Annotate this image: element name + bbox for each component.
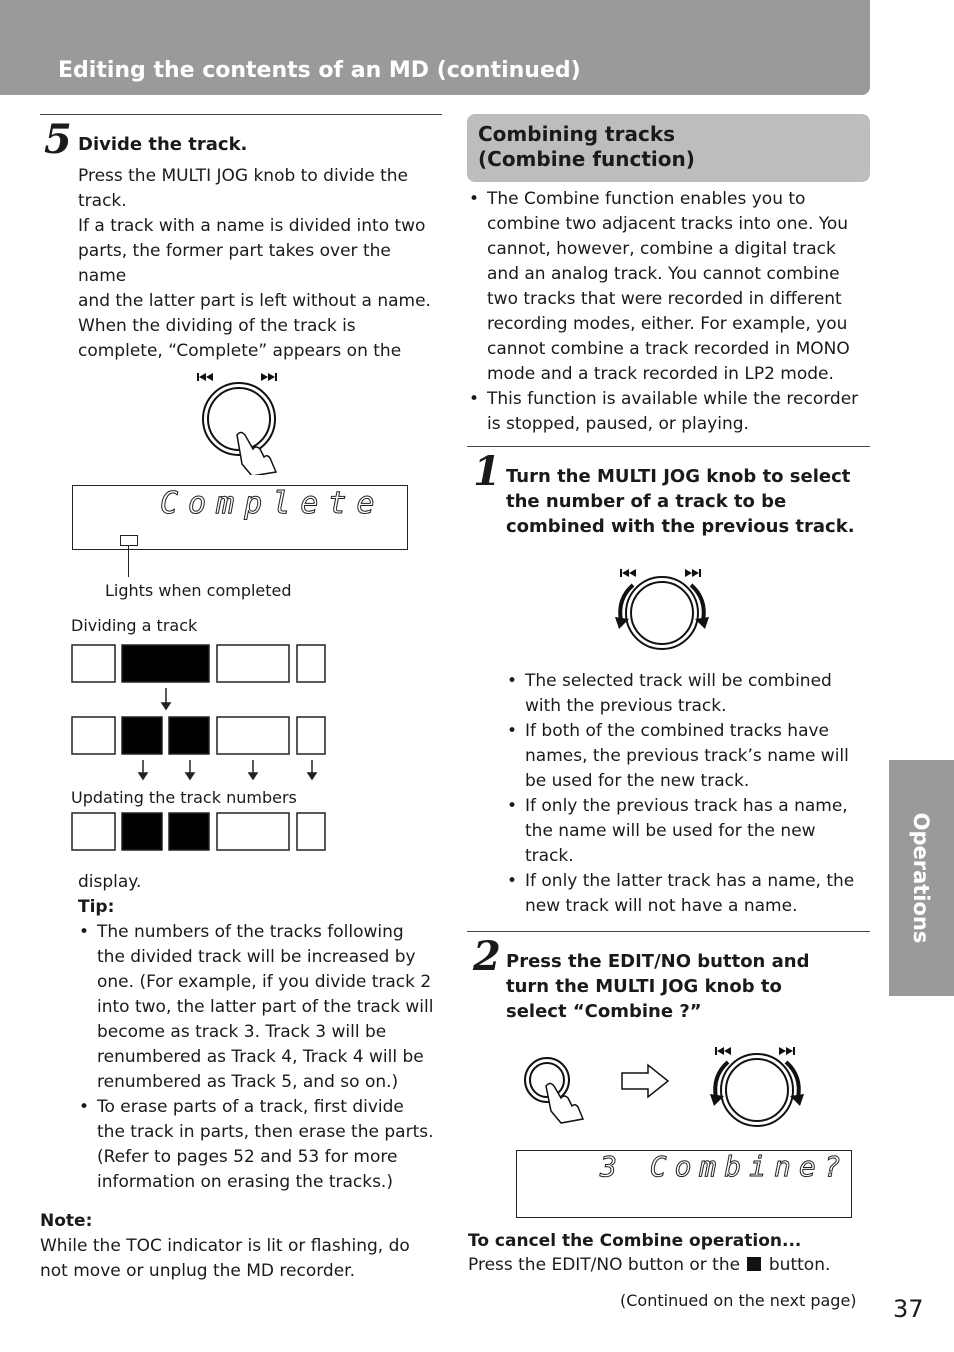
intro-list	[468, 187, 863, 437]
track-block-selected	[122, 645, 209, 682]
down-arrow	[162, 688, 170, 709]
page-number: 37	[893, 1295, 924, 1323]
intro-item: • The Combine function enables you to combine two adjacent tracks into one. You cannot, however, combine a digital track and an analog track. You cannot combine two tracks that were recorded in different recording modes, either. For example, you cannot combine a track recorded in MONO mode and a track recorded in LP2 mode.	[468, 187, 863, 387]
step5-continuation: display.	[78, 872, 142, 892]
track-block-divided	[122, 813, 162, 850]
track-block	[217, 813, 289, 850]
track-block-divided	[122, 717, 162, 754]
right-arrow-icon	[622, 1065, 668, 1097]
step1-item: • If only the previous track has a name, the name will be used for the new track.	[506, 794, 856, 869]
track-block	[217, 717, 289, 754]
renumber-arrows	[139, 760, 316, 779]
step5-title: Divide the track.	[78, 134, 248, 155]
skip-forward-icon	[261, 373, 277, 381]
note-label: Note:	[40, 1211, 93, 1231]
skip-back-icon	[197, 373, 213, 381]
track-block	[297, 717, 325, 754]
track-block	[217, 645, 289, 682]
skip-back-icon	[620, 569, 636, 577]
step5-line: If a track with a name is divided into two	[78, 216, 426, 236]
note-text: While the TOC indicator is lit or flashing, do not move or unplug the MD recorder.	[40, 1236, 410, 1281]
side-tab-label: Operations	[909, 812, 933, 944]
tip-label: Tip:	[78, 897, 115, 917]
track-block	[72, 813, 115, 850]
stop-icon	[747, 1257, 761, 1271]
dividing-track-diagram	[70, 643, 330, 853]
toc-indicator	[120, 535, 138, 546]
section-title-line: (Combine function)	[478, 147, 695, 171]
step5-line: When the dividing of the track is	[78, 316, 356, 336]
track-block-divided	[169, 717, 209, 754]
step5-line: complete, “Complete” appears on the	[78, 341, 402, 361]
track-block	[72, 645, 115, 682]
skip-back-icon	[715, 1047, 731, 1055]
track-block	[72, 717, 115, 754]
step5-line: and the latter part is left without a name.	[78, 291, 431, 311]
tip-list	[78, 920, 436, 1195]
intro-item: • This function is available while the recorder is stopped, paused, or playing.	[468, 387, 863, 437]
step2-number: 2	[473, 933, 501, 980]
indicator-leader-line	[128, 545, 129, 577]
divider	[467, 446, 870, 447]
step5-number: 5	[44, 116, 72, 163]
step1-item: • The selected track will be combined with the previous track.	[506, 669, 856, 719]
step1-title: Turn the MULTI JOG knob to select the number of a track to be combined with the previous track.	[506, 466, 855, 537]
continued-note: (Continued on the next page)	[620, 1291, 857, 1310]
multi-jog-press-illustration	[185, 365, 295, 475]
cancel-text	[468, 1253, 830, 1278]
page-title: Editing the contents of an MD (continued)	[58, 58, 581, 83]
multi-jog-turn-illustration	[605, 563, 720, 658]
track-block	[297, 813, 325, 850]
step5-body	[78, 164, 443, 364]
track-block-divided	[169, 813, 209, 850]
lights-caption: Lights when completed	[105, 581, 292, 600]
skip-forward-icon	[685, 569, 701, 577]
tip-item: • To erase parts of a track, first divide the track in parts, then erase the parts. (Refer to pages 52 and 53 for more information on erasing the tracks.)	[78, 1095, 436, 1195]
section-title	[478, 122, 695, 172]
lcd-complete-text: Complete	[160, 486, 385, 521]
step2-title: Press the EDIT/NO button and turn the MULTI JOG knob to select “Combine ?”	[506, 951, 810, 1022]
skip-forward-icon	[779, 1047, 795, 1055]
step5-line: parts, the former part takes over the name	[78, 241, 391, 286]
tip-item: • The numbers of the tracks following the divided track will be increased by one. (For example, if you divide track 2 into two, the latter part of the track will become as track 3. Track 3 will be renumbered as Track 4, Track 4 will be renumbered as Track 5, and so on.)	[78, 920, 436, 1095]
lcd-combine-text: 3 Combine?	[600, 1150, 849, 1183]
divider	[467, 931, 870, 932]
cancel-text-before: Press the EDIT/NO button or the	[468, 1255, 741, 1275]
step1-item: • If only the latter track has a name, the new track will not have a name.	[506, 869, 856, 919]
track-block	[297, 645, 325, 682]
step1-list	[506, 669, 856, 919]
edit-button-then-jog-illustration	[522, 1040, 812, 1130]
cancel-title: To cancel the Combine operation...	[468, 1231, 802, 1251]
divider	[40, 114, 442, 115]
cancel-text-after: button.	[768, 1255, 831, 1275]
step1-number: 1	[473, 448, 501, 495]
step1-item: • If both of the combined tracks have names, the previous track’s name will be used for the new track.	[506, 719, 856, 794]
updating-label: Updating the track numbers	[71, 788, 297, 807]
step5-line: track.	[78, 191, 127, 211]
dividing-label: Dividing a track	[71, 616, 198, 635]
section-title-line: Combining tracks	[478, 122, 676, 146]
step5-line: Press the MULTI JOG knob to divide the	[78, 166, 408, 186]
